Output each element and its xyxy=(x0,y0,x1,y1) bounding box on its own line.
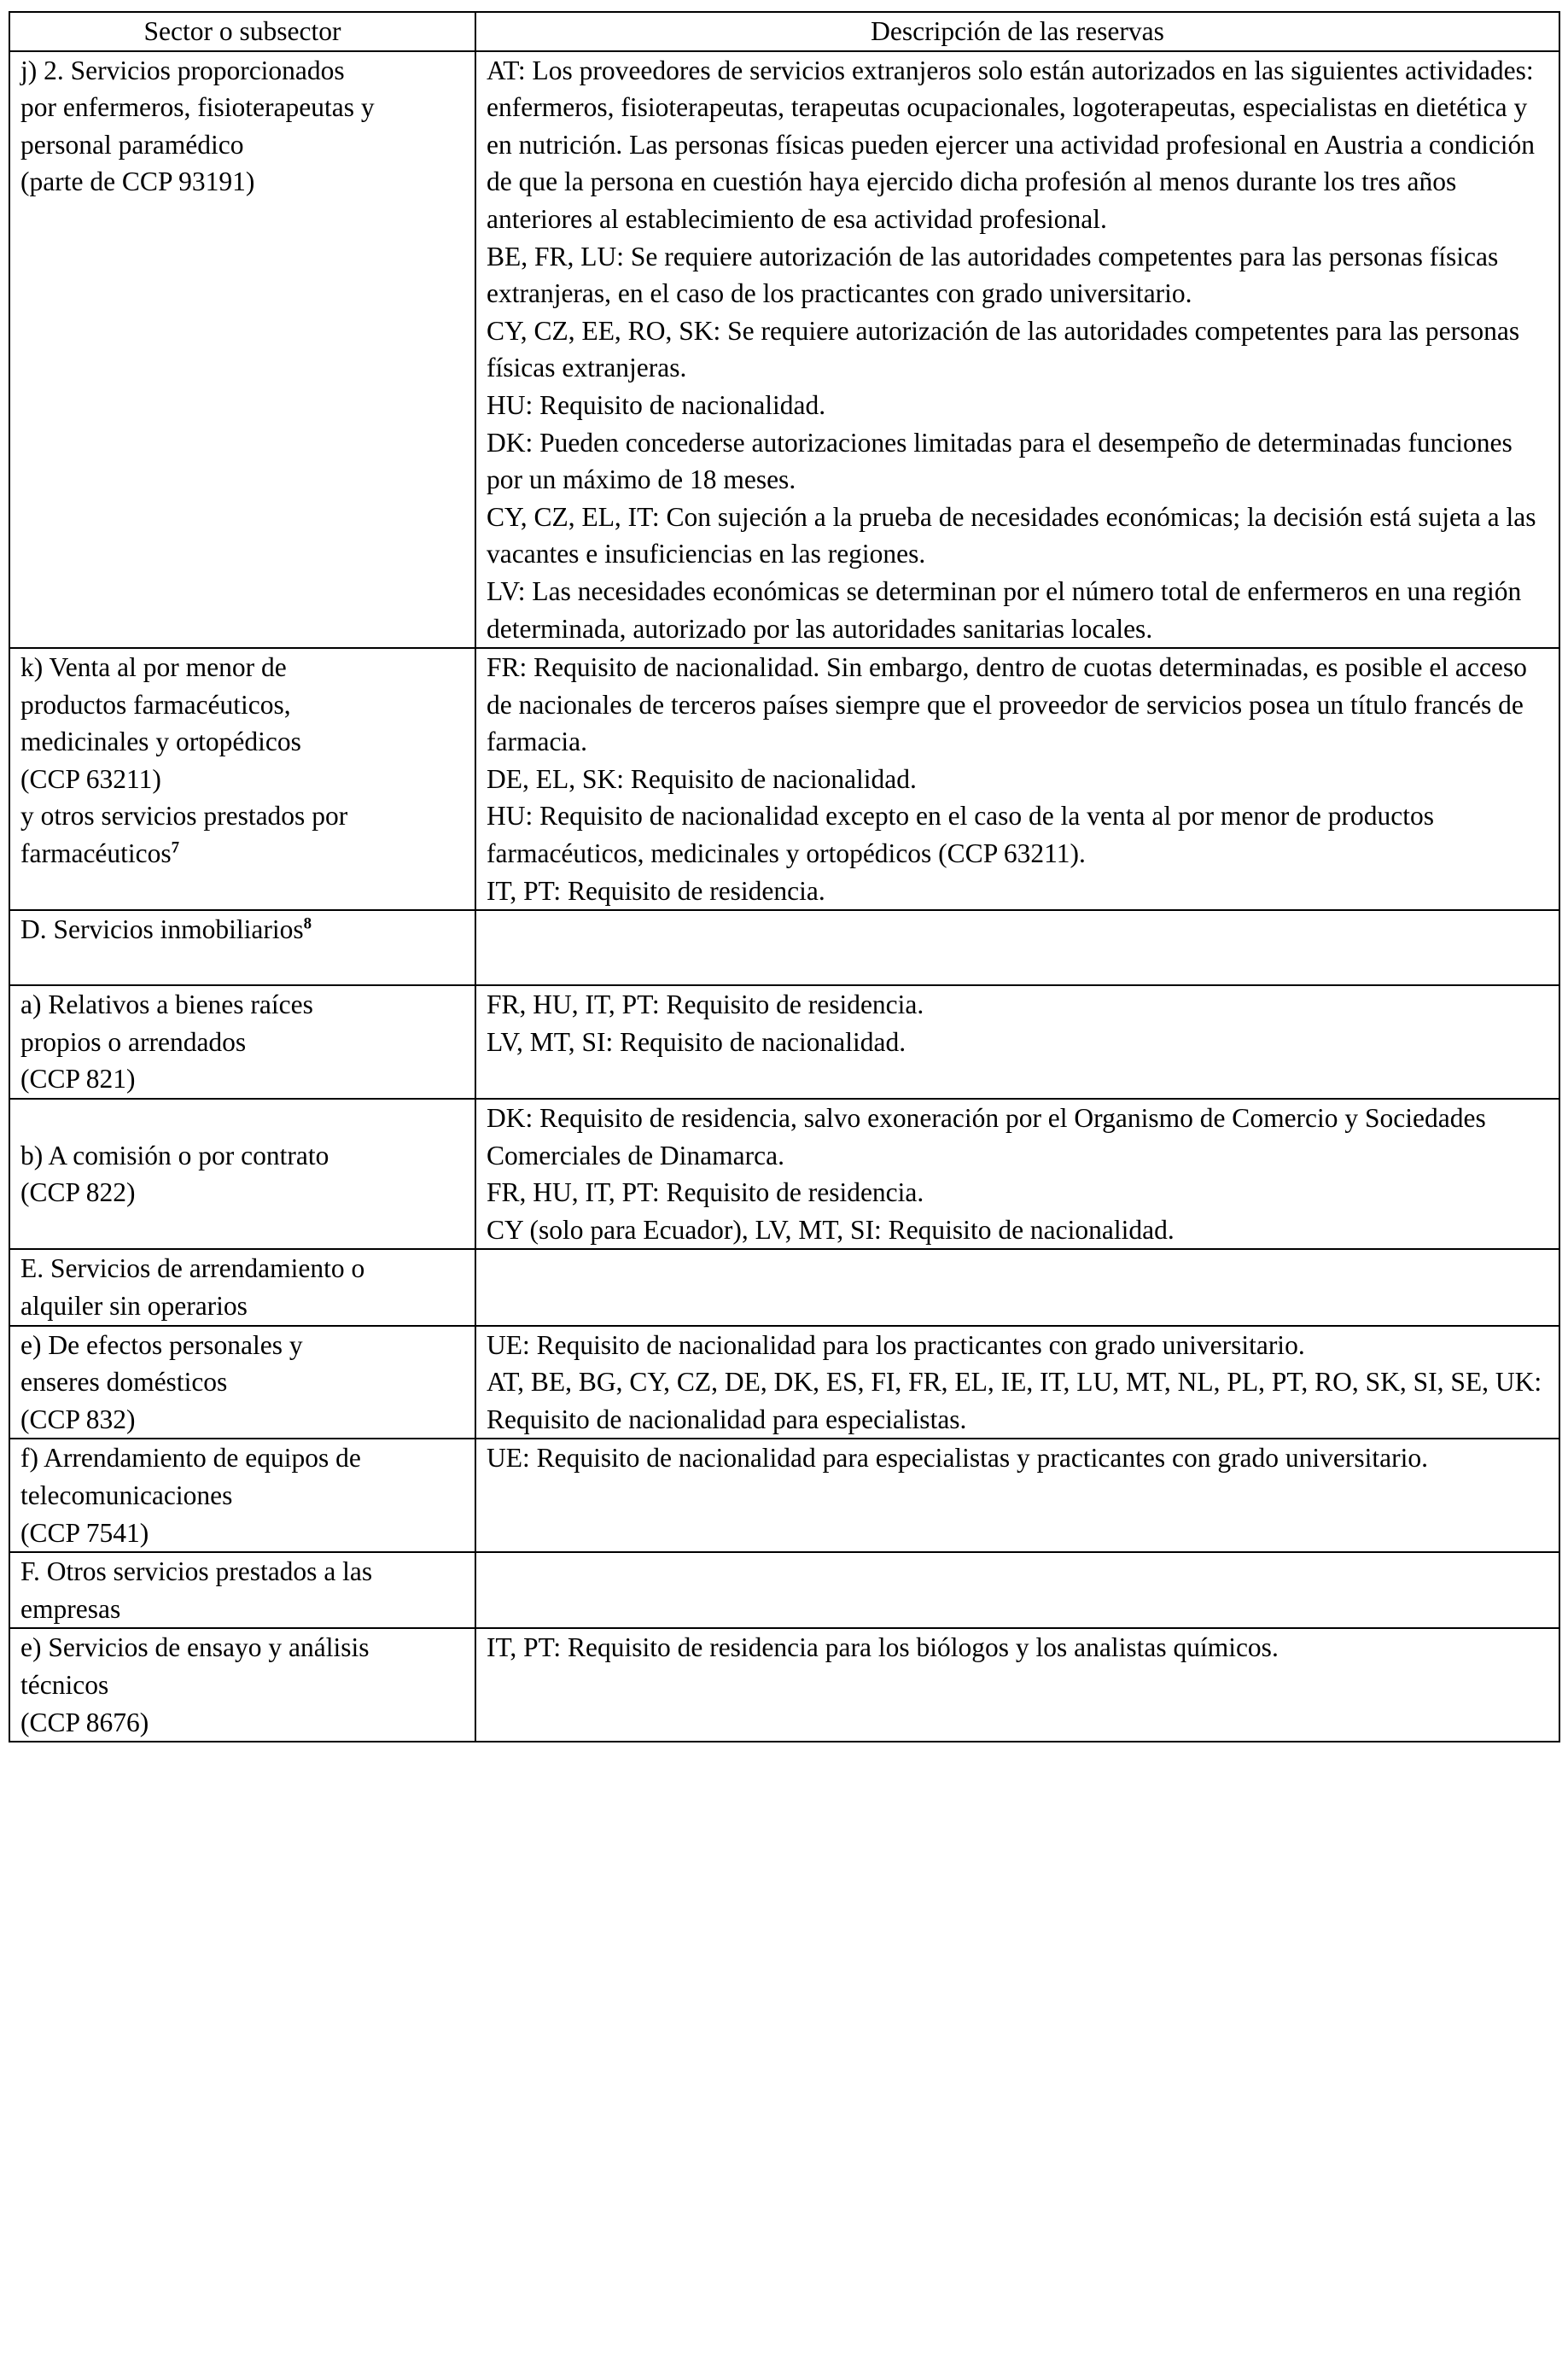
table-header-row xyxy=(9,12,1559,51)
table-row xyxy=(9,1099,1559,1249)
table-row xyxy=(9,1249,1559,1325)
sector-line: farmacéuticos xyxy=(20,838,172,869)
description-cell xyxy=(475,1552,1559,1628)
description-cell xyxy=(475,985,1559,1099)
description-cell xyxy=(475,1628,1559,1742)
description-paragraph: CY (solo para Ecuador), LV, MT, SI: Requisito de nacionalidad. xyxy=(487,1214,1175,1245)
description-paragraph: HU: Requisito de nacionalidad. xyxy=(487,389,826,420)
description-paragraph: AT, BE, BG, CY, CZ, DE, DK, ES, FI, FR, EL, IE, IT, LU, MT, NL, PL, PT, RO, SK, SI, SE, UK: Requisito de nacionalidad para especialistas. xyxy=(487,1367,1542,1434)
description-paragraph: UE: Requisito de nacionalidad para los practicantes con grado universitario. xyxy=(487,1329,1305,1360)
document-page xyxy=(9,11,1559,1742)
sector-line: medicinales y ortopédicos xyxy=(20,727,301,757)
table-row xyxy=(9,1326,1559,1439)
description-paragraph: DK: Pueden concederse autorizaciones limitadas para el desempeño de determinadas funciones por un máximo de 18 meses. xyxy=(487,427,1513,495)
sector-line: telecomunicaciones xyxy=(20,1480,233,1510)
sector-line: f) Arrendamiento de equipos de xyxy=(20,1443,361,1474)
sector-line: e) Servicios de ensayo y análisis xyxy=(20,1632,370,1663)
sector-line: empresas xyxy=(20,1593,121,1624)
sector-line: D. Servicios inmobiliarios xyxy=(20,914,304,945)
description-cell xyxy=(475,910,1559,985)
sector-line: propios o arrendados xyxy=(20,1026,247,1057)
sector-line: personal paramédico xyxy=(20,129,244,160)
description-paragraph: UE: Requisito de nacionalidad para especialistas y practicantes con grado universitario. xyxy=(487,1443,1428,1474)
sector-line: (CCP 822) xyxy=(20,1177,136,1208)
description-cell xyxy=(475,1326,1559,1439)
sector-line xyxy=(20,1100,466,1137)
sector-cell xyxy=(9,1249,475,1325)
sector-line: técnicos xyxy=(20,1669,109,1700)
sector-cell xyxy=(9,1326,475,1439)
table-row xyxy=(9,51,1559,649)
footnote-marker: 7 xyxy=(171,838,180,857)
sector-line: F. Otros servicios prestados a las xyxy=(20,1556,373,1587)
description-paragraph: FR, HU, IT, PT: Requisito de residencia. xyxy=(487,989,924,1020)
sector-line: k) Venta al por menor de xyxy=(20,652,287,683)
header-description: Descripción de las reservas xyxy=(475,12,1559,51)
description-paragraph: FR, HU, IT, PT: Requisito de residencia. xyxy=(487,1177,924,1208)
table-row xyxy=(9,648,1559,910)
description-cell xyxy=(475,1439,1559,1552)
description-paragraph: DK: Requisito de residencia, salvo exoneración por el Organismo de Comercio y Sociedades Comerciales de Dinamarca. xyxy=(487,1103,1486,1170)
sector-line-with-footnote xyxy=(20,911,466,949)
sector-line: e) De efectos personales y xyxy=(20,1329,303,1360)
description-cell xyxy=(475,648,1559,910)
sector-line: (CCP 832) xyxy=(20,1404,136,1434)
sector-line-with-footnote xyxy=(20,835,466,873)
sector-cell xyxy=(9,1552,475,1628)
sector-line: productos farmacéuticos, xyxy=(20,689,291,720)
description-cell xyxy=(475,1249,1559,1325)
description-cell xyxy=(475,1099,1559,1249)
sector-cell xyxy=(9,1628,475,1742)
sector-line: alquiler sin operarios xyxy=(20,1291,248,1321)
sector-line: j) 2. Servicios proporcionados xyxy=(20,55,345,85)
description-paragraph: IT, PT: Requisito de residencia. xyxy=(487,875,825,906)
sector-cell xyxy=(9,1099,475,1249)
description-cell xyxy=(475,51,1559,649)
sector-line: y otros servicios prestados por xyxy=(20,801,348,832)
table-row xyxy=(9,985,1559,1099)
table-row xyxy=(9,1628,1559,1742)
sector-line: enseres domésticos xyxy=(20,1367,228,1398)
sector-cell xyxy=(9,910,475,985)
sector-line: E. Servicios de arrendamiento o xyxy=(20,1253,365,1284)
description-paragraph: CY, CZ, EE, RO, SK: Se requiere autorización de las autoridades competentes para las personas físicas extranjeras. xyxy=(487,315,1520,383)
description-paragraph: CY, CZ, EL, IT: Con sujeción a la prueba de necesidades económicas; la decisión está sujeta a las vacantes e insuficiencias en las regiones. xyxy=(487,501,1536,569)
description-paragraph: BE, FR, LU: Se requiere autorización de las autoridades competentes para las personas físicas extranjeras, en el caso de los practicantes con grado universitario. xyxy=(487,241,1499,309)
table-row xyxy=(9,910,1559,985)
sector-line: por enfermeros, fisioterapeutas y xyxy=(20,92,375,123)
sector-cell xyxy=(9,1439,475,1552)
footnote-marker: 8 xyxy=(303,914,312,933)
sector-line: (CCP 8676) xyxy=(20,1707,149,1737)
description-paragraph: DE, EL, SK: Requisito de nacionalidad. xyxy=(487,763,917,794)
description-paragraph: HU: Requisito de nacionalidad excepto en el caso de la venta al por menor de productos farmacéuticos, medicinales y ortopédicos (CCP 63211). xyxy=(487,801,1435,869)
sector-line: b) A comisión o por contrato xyxy=(20,1140,329,1170)
description-paragraph: IT, PT: Requisito de residencia para los biólogos y los analistas químicos. xyxy=(487,1632,1279,1663)
table-row xyxy=(9,1439,1559,1552)
sector-line: (CCP 821) xyxy=(20,1064,136,1095)
reservations-table xyxy=(9,11,1560,1742)
sector-cell xyxy=(9,51,475,649)
header-sector: Sector o subsector xyxy=(9,12,475,51)
sector-cell xyxy=(9,985,475,1099)
description-paragraph: LV, MT, SI: Requisito de nacionalidad. xyxy=(487,1026,906,1057)
sector-cell xyxy=(9,648,475,910)
sector-line: (CCP 7541) xyxy=(20,1517,149,1548)
sector-line: (parte de CCP 93191) xyxy=(20,166,255,197)
sector-line: (CCP 63211) xyxy=(20,763,161,794)
table-row xyxy=(9,1552,1559,1628)
sector-line: a) Relativos a bienes raíces xyxy=(20,989,313,1020)
description-paragraph: LV: Las necesidades económicas se determinan por el número total de enfermeros en una región determinada, autorizado por las autoridades sanitarias locales. xyxy=(487,575,1522,644)
description-paragraph: FR: Requisito de nacionalidad. Sin embargo, dentro de cuotas determinadas, es posible el acceso de nacionales de terceros países siempre que el proveedor de servicios posea un título francés de farmacia. xyxy=(487,652,1527,757)
description-paragraph: AT: Los proveedores de servicios extranjeros solo están autorizados en las siguientes actividades: enfermeros, fisioterapeutas, terapeutas ocupacionales, logoterapeutas, especialistas en dietética y en nutrición. Las personas físicas pueden ejercer una actividad profesional en Austria a condición de que la persona en cuestión haya ejercido dicha profesión al menos durante los tres años anteriores al establecimiento de esa actividad profesional. xyxy=(487,55,1536,234)
